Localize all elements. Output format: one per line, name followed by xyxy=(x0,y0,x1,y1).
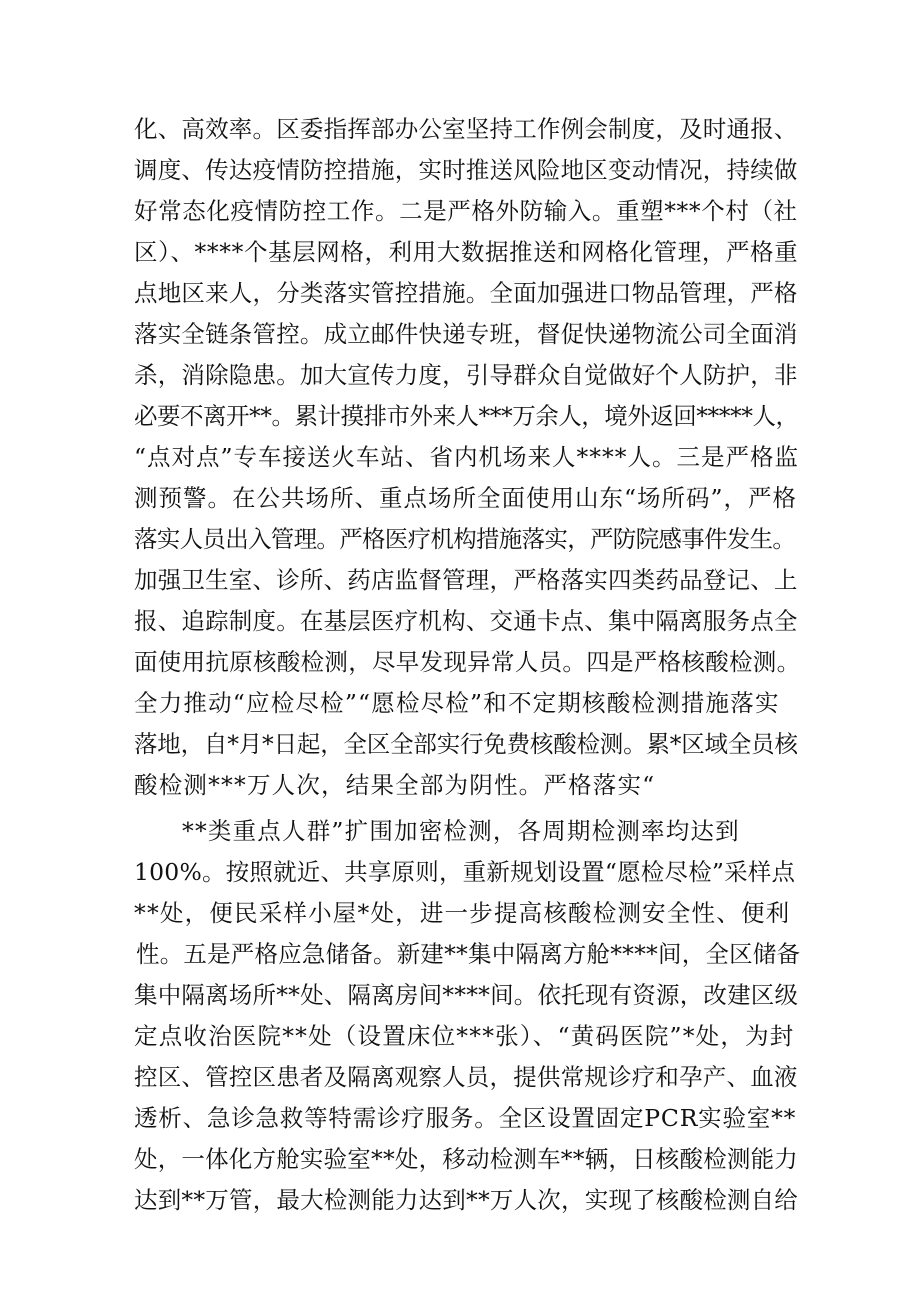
paragraph-line: 性。五是严格应急储备。新建**集中隔离方舱****间，全区储备 xyxy=(136,940,801,968)
paragraph-line: 调度、传达疫情防控措施，实时推送风险地区变动情况，持续做 xyxy=(134,156,798,184)
paragraph-line: 杀，消除隐患。加大宣传力度，引导群众自觉做好个人防护，非 xyxy=(134,361,798,389)
paragraph-line: 集中隔离场所**处、隔离房间****间。依托现有资源，改建区级 xyxy=(134,981,799,1009)
paragraph-line: 落实全链条管控。成立邮件快递专班，督促快递物流公司全面消 xyxy=(134,320,798,348)
paragraph-line: 落地，自*月*日起，全区全部实行免费核酸检测。累*区域全员核 xyxy=(134,730,798,758)
paragraph-line: 全力推动“应检尽检”“愿检尽检”和不定期核酸检测措施落实 xyxy=(134,689,780,717)
paragraph-line: 测预警。在公共场所、重点场所全面使用山东“场所码”，严格 xyxy=(134,484,798,512)
paragraph-line: 100%。按照就近、共享原则，重新规划设置“愿检尽检”采样点 xyxy=(134,858,796,886)
paragraph-line: 区）、****个基层网格，利用大数据推送和网格化管理，严格重 xyxy=(134,238,799,266)
paragraph-line: 面使用抗原核酸检测，尽早发现异常人员。四是严格核酸检测。 xyxy=(134,648,801,676)
paragraph-line: **处，便民采样小屋*处，进一步提高核酸检测安全性、便利 xyxy=(134,899,791,927)
paragraph-line: 达到**万管，最大检测能力达到**万人次，实现了核酸检测自给 xyxy=(134,1186,798,1214)
paragraph-line: 落实人员出入管理。严格医疗机构措施落实，严防院感事件发生。 xyxy=(134,525,796,553)
paragraph-line: 加强卫生室、诊所、药店监督管理，严格落实四类药品登记、上 xyxy=(134,566,798,594)
paragraph-line: 点地区来人，分类落实管控措施。全面加强进口物品管理，严格 xyxy=(134,279,798,307)
paragraph-line: 透析、急诊急救等特需诊疗服务。全区设置固定PCR实验室** xyxy=(134,1104,797,1132)
paragraph-line: **类重点人群”扩围加密检测，各周期检测率均达到 xyxy=(182,817,740,845)
paragraph-line: 定点收治医院**处（设置床位***张）、“黄码医院”*处，为封 xyxy=(134,1022,795,1050)
paragraph-line: 处，一体化方舱实验室**处，移动检测车**辆，日核酸检测能力 xyxy=(134,1145,798,1173)
paragraph-line: “点对点”专车接送火车站、省内机场来人****人。三是严格监 xyxy=(134,443,800,471)
paragraph-line: 控区、管控区患者及隔离观察人员，提供常规诊疗和孕产、血液 xyxy=(134,1063,798,1091)
paragraph-line: 必要不离开**。累计摸排市外来人***万余人，境外返回*****人， xyxy=(134,402,799,430)
paragraph-line: 好常态化疫情防控工作。二是严格外防输入。重塑***个村（社 xyxy=(134,197,798,225)
paragraph-line: 报、追踪制度。在基层医疗机构、交通卡点、集中隔离服务点全 xyxy=(134,607,798,635)
paragraph-line: 酸检测***万人次，结果全部为阴性。严格落实“ xyxy=(134,771,656,799)
paragraph-line: 化、高效率。区委指挥部办公室坚持工作例会制度，及时通报、 xyxy=(134,115,798,143)
